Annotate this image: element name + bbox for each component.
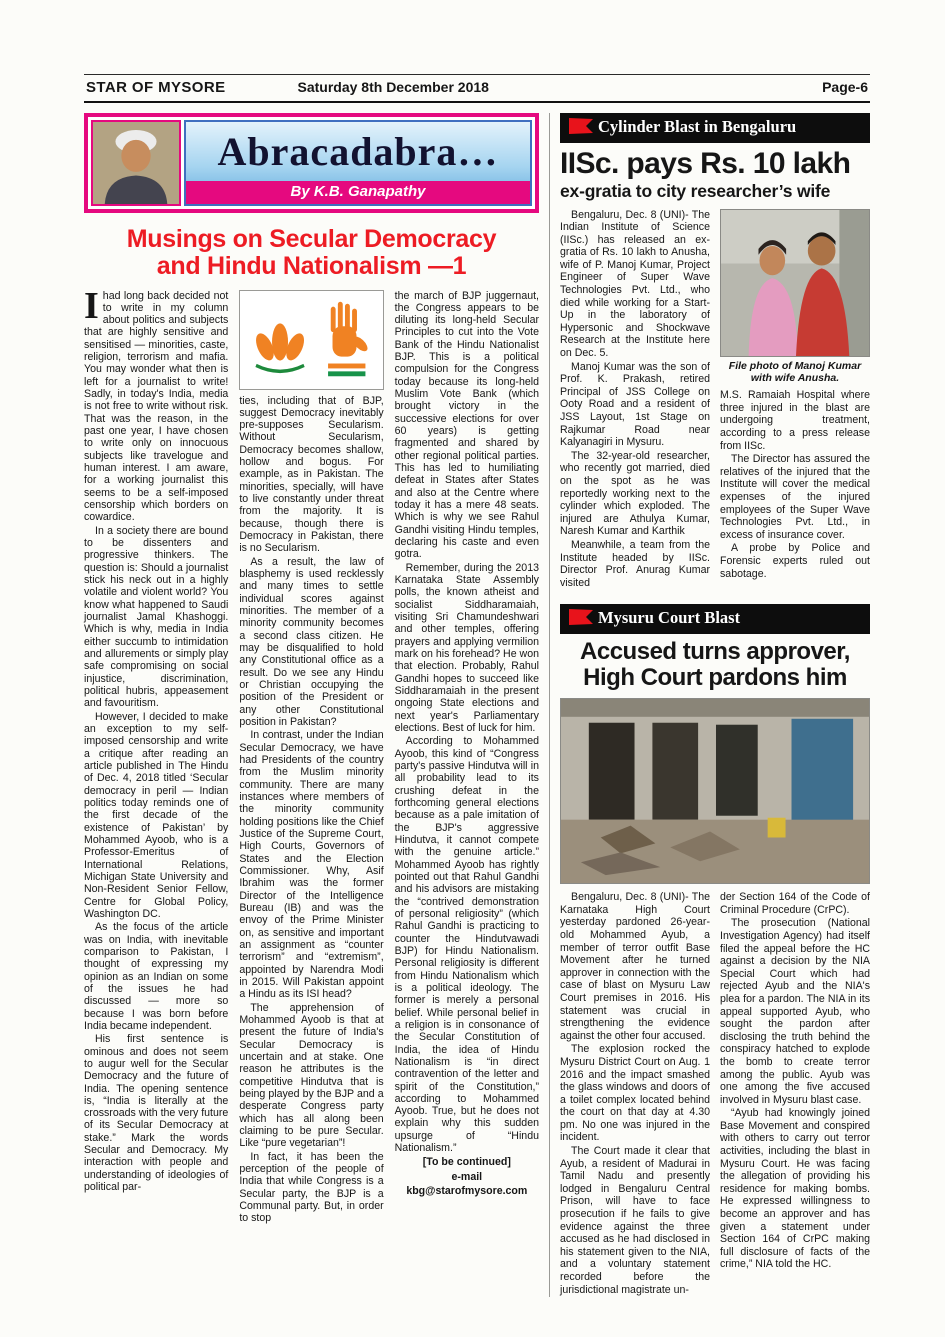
paragraph: The Director has assured the relatives of the injured that the Institute will cover the medical expenses of the injured employees of the Super Wave Technologies Pvt. Ltd., in excess of insurance cover. [720, 453, 870, 541]
court-headline [560, 639, 870, 690]
cylinder-story-body [560, 209, 870, 591]
couple-photo-caption: File photo of Manoj Kumar with wife Anusha. [728, 359, 862, 384]
article-column-2 [239, 290, 383, 1226]
article-column-3-text [395, 290, 539, 1155]
court-column-2 [720, 891, 870, 1297]
flag-icon [568, 607, 594, 627]
court-headline-line-2: High Court pardons him [583, 663, 847, 691]
blast-scene-photo [560, 698, 870, 884]
paragraph: The Court made it clear that Ayub, a resident of Madurai in Tamil Nadu and presently lodged in Bengaluru Central Prison, will have to face prosecution if he fails to give evidence against the three accused as he had disclosed in his statement given to the NIA, and a voluntary statement recorded before the jurisdictional magistrate un- [560, 1145, 710, 1296]
paragraph: The explosion rocked the Mysuru District Court on Aug. 1 2016 and the impact smashed the glass windows and doors of a toilet complex located behind the court on that day at 4.30 pm. No one was injured in the incident. [560, 1043, 710, 1144]
page-header [84, 74, 870, 103]
page-number: Page-6 [822, 79, 868, 95]
court-story-body [560, 891, 870, 1297]
article-headline-line-1: Musings on Secular Democracy [126, 225, 497, 253]
paragraph: Ihad long back decided not to write in my column about politics and subjects that are highly sensitive and sensitised — minorities, caste, religion, terrorism and mafia. You may wonder what then is left for a journalist to write! Sadly, in today's India, media is not free to write without risk. That was the reason, in the past one year, I have chosen to write only on innocuous subjects like travelogue and human interest. I am aware, for a working journalist this seems to be a self-imposed censorship which borders on cowardice. [84, 284, 229, 524]
red-flag-shape [568, 607, 594, 627]
to-be-continued-note: [To be continued] [422, 1156, 511, 1169]
paragraph: Meanwhile, a team from the Institute headed by IISc. Director Prof. Anurag Kumar visited [560, 538, 710, 589]
court-column-1 [560, 891, 710, 1297]
paragraph: “Ayub had knowingly joined Base Movement and conspired with others to carry out terror activities, including the blast in Mysuru Court. He was facing the allegation of providing his residence for making bombs. He expressed willingness to become an approver and has given a statement under Section 164 of CrPC making full disclosure of facts of the crime,” NIA told the HC. [720, 1107, 870, 1271]
column-title: Abracadabra… [217, 129, 499, 174]
cylinder-column-2 [720, 209, 870, 591]
paragraph: The 32-year-old researcher, who recently got married, died on the spot as he was reportedly working next to the cylinder which exploded. The injured are Athulya Kumar, Naresh Kumar and Karthik [560, 449, 710, 538]
issue-date: Saturday 8th December 2018 [297, 79, 489, 95]
paragraph: Manoj Kumar was the son of Prof. K. Prakash, retired Principal of JSS College on Ooty Road and a resident of JSS Layout, 1st Stage on Rajkumar Road near Kalyanagiri in Mysuru. [560, 360, 710, 449]
banner-cylinder-label: Cylinder Blast in Bengaluru [598, 117, 797, 136]
page-content [84, 113, 870, 1297]
column-feature-section [84, 113, 539, 1297]
red-flag-shape [568, 116, 594, 136]
cylinder-subheadline: ex-gratia to city researcher’s wife [560, 180, 831, 201]
column-banner-box [84, 113, 539, 213]
email-label: e-mail [451, 1170, 483, 1183]
paragraph: In contrast, under the Indian Secular Democracy, we have had Presidents of the country from the Muslim minority community. There are many instances where members of the minority community holding positions like the Chief Justice of the Supreme Court, High Courts, Governors of States and the Election Commissioner. Why, Asif Ibrahim was the former Director of the Intelligence Bureau (IB) and was the envoy of the Prime Minister on, as sensitive and important an assignment as “counter terrorism” and “extremism”, appointed by Narendra Modi in 2015. Will Pakistan appoint a Hindu as its ISI head? [239, 729, 384, 1001]
column-banner-inner [184, 120, 532, 206]
paragraph: A probe by Police and Forensic experts ruled out sabotage. [720, 542, 870, 580]
court-headline-line-1: Accused turns approver, [580, 638, 850, 666]
cylinder-headline: IISc. pays Rs. 10 lakh [560, 147, 851, 180]
banner-cylinder-blast [560, 113, 870, 143]
cylinder-column-1 [560, 209, 710, 591]
article-headline [84, 226, 539, 280]
paragraph: M.S. Ramaiah Hospital where three injured in the blast are undergoing treatment, according to a press release from IISc. [720, 389, 870, 452]
paragraph: der Section 164 of the Code of Criminal Procedure (CrPC). [720, 891, 870, 916]
paragraph: In fact, it has been the perception of the people of India that while Congress is a Secular party, the BJP is a Communal party. But, in order to stop [239, 1150, 384, 1225]
paragraph: In a society there are bound to be dissenters and progressive thinkers. The question is: Should a journalist stick his neck out in a highly volatile and violent world? You know what happened to Saudi journalist Jamal Khashoggi. Which is why, media in India either succumb to intimidation and allurements or simply play safe compromising on social injustice, discrimination, political hubris, appeasement and favouritism. [84, 524, 229, 710]
blast-scene-illustration [561, 699, 869, 883]
columnist-portrait-illustration [93, 122, 179, 204]
article-column-3 [395, 290, 539, 1226]
cylinder-column-2-text [720, 389, 870, 580]
column-byline: By K.B. Ganapathy [186, 181, 530, 204]
paragraph: However, I decided to make an exception to my self-imposed censorship and write a critique after reading an article published in The Hindu of Dec. 4, 2018 titled ‘Secular democracy in peril — Indian politics today reminds one of the first decade of the existence of Pakistan’ by Mohammed Ayoob, who is a Professor-Emeritus of International Relations, Michigan State University and Non-Resident Senior Fellow, Centre for Global Policy, Washington DC. [84, 710, 229, 920]
banner-court-blast [560, 604, 870, 634]
couple-photo [720, 209, 870, 357]
article-column-2-text [239, 395, 383, 1225]
paragraph: Remember, during the 2013 Karnataka State Assembly polls, the known atheist and socialist Siddharamaiah, visiting Sri Chamundeshwari and other temples, offering prayers and applying vermilion mark on his forehead? He won that election. Probably, Rahul Gandhi hopes to succeed like Siddharamaiah in the present ongoing State elections and next year's Parliamentary elections. Best of luck for him. [394, 561, 539, 734]
paragraph: Bengaluru, Dec. 8 (UNI)- The Karnataka High Court yesterday pardoned 26-year-old Mohammed Ayub, a member of terror outfit Base Movement after he turned approver in connection with the case of blast on Mysuru Law Court premises in 2016. His statement was crucial in strengthening the evidence against the other four accused. [560, 891, 710, 1042]
lotus-and-hand-illustration [240, 291, 382, 389]
paragraph: Bengaluru, Dec. 8 (UNI)- The Indian Institute of Science (IISc.) has released an ex-gratia of Rs. 10 lakh to Anusha, wife of P. Manoj Kumar, Project Engineer of Super Wave Technologies Pvt. Ltd., who died while working for a Start-Up in the laboratory of Hypersonic and Shockwave Research at the Institute here on Dec. 5. [560, 208, 710, 360]
paragraph: ties, including that of BJP, suggest Democracy inevitably pre-supposes Secularism. Without Secularism, Democracy becomes shallow, hollow and bogus. For example, as in Pakistan. The minorities, specially, will have to live constantly under threat from the majority. It is because, though there is Democracy in Pakistan, there is no Secularism. [239, 394, 384, 555]
article-headline-line-2: and Hindu Nationalism —1 [156, 251, 467, 280]
article-body [84, 284, 539, 1226]
couple-photo-illustration [721, 210, 869, 356]
paragraph: As the focus of the article was on India, with inevitable comparison to Pakistan, I thought of expressing my opinion as an Indian on some of the issues he had discussed — more so because I was born before India became independent. [84, 921, 229, 1032]
paragraph: the march of BJP juggernaut, the Congress appears to be diluting its long-held Secular Principles to cut into the Vote Bank of the Hindu Nationalist BJP. This is a political compulsion for the Congress today because its long-held Muslim Vote Bank (which brought victory in the successive elections for over 60 years) is getting fragmented and shared by other regional political parties. This has led to humiliating defeat in States after States and also at the Centre where today it has a mere 48 seats. Which is why we see Rahul Gandhi visiting Hindu temples, declaring his caste and even gotra. [394, 289, 539, 561]
paragraph: His first sentence is ominous and does not seem to augur well for the Secular Democracy and the future of India. The opening sentence is, “India is literally at the crossroads with the very future of its Secular Democracy at stake.” Mark the words Secular and Democracy. My interaction with people and understanding of ideologies of political par- [84, 1033, 229, 1194]
banner-court-label: Mysuru Court Blast [598, 608, 741, 628]
paragraph: The apprehension of Mohammed Ayoob is that at present the future of India's Secular Democracy is uncertain and at stake. One reason he attributes is the competitive Hindutva that is being played by the BJP and a desperate Congress party which has all along been claiming to be pure Secular. Like “pure vegetarian”! [239, 1001, 384, 1150]
party-symbols-image [239, 290, 383, 390]
paragraph: As a result, the law of blasphemy is used recklessly and many times to settle individual scores against minorities. The member of a minority community becomes a second class citizen. He may be disqualified to hold any Constitutional office as a result. Do we see any Hindu or Christian occupying the position of the President or any other Constitutional position in Pakistan? [239, 555, 384, 729]
news-section [549, 113, 870, 1297]
email-address: kbg@starofmysore.com [406, 1185, 528, 1198]
article-column-1 [84, 284, 229, 1226]
paragraph: According to Mohammed Ayoob, this kind of “Congress party's passive Hindutva will in all probability lead to its crushing defeat in the forthcoming general elections because as a pale imitation of the BJP's aggressive Hindutva, it cannot compete with the genuine article.” Mohammed Ayoob has rightly pointed out that Rahul Gandhi and his advisors are mistaking the “contrived demonstration of personal religiosity” (which Rahul Gandhi is practicing to counter the Hindutvawadi BJP) for Hindu Nationalism. Personal religiosity is different from Hindu Nationalism which is a political ideology. The former is merely a personal belief. While personal belief in a religion is in consonance of the Secular Constitution of India, the idea of Hindu Nationalism is “in direct contravention of the letter and spirit of the Constitution,” according to Mohammed Ayoob. True, but he does not explain why this sudden upsurge of “Hindu Nationalism.” [394, 735, 539, 1155]
masthead: STAR OF MYSORE [86, 79, 226, 96]
flag-icon [568, 116, 594, 136]
paragraph: The prosecution (National Investigation Agency) had itself filed the appeal before the HC against a decision by the NIA Special Court which had rejected Ayub and the NIA's plea for a pardon. The NIA in its appeal supported Ayub, who sought the pardon after disclosing the truth behind the conspiracy hatched to explode the bomb to create terror among the public. Ayub was one among the five accused involved in Mysuru blast case. [720, 917, 870, 1106]
columnist-photo [91, 120, 181, 206]
